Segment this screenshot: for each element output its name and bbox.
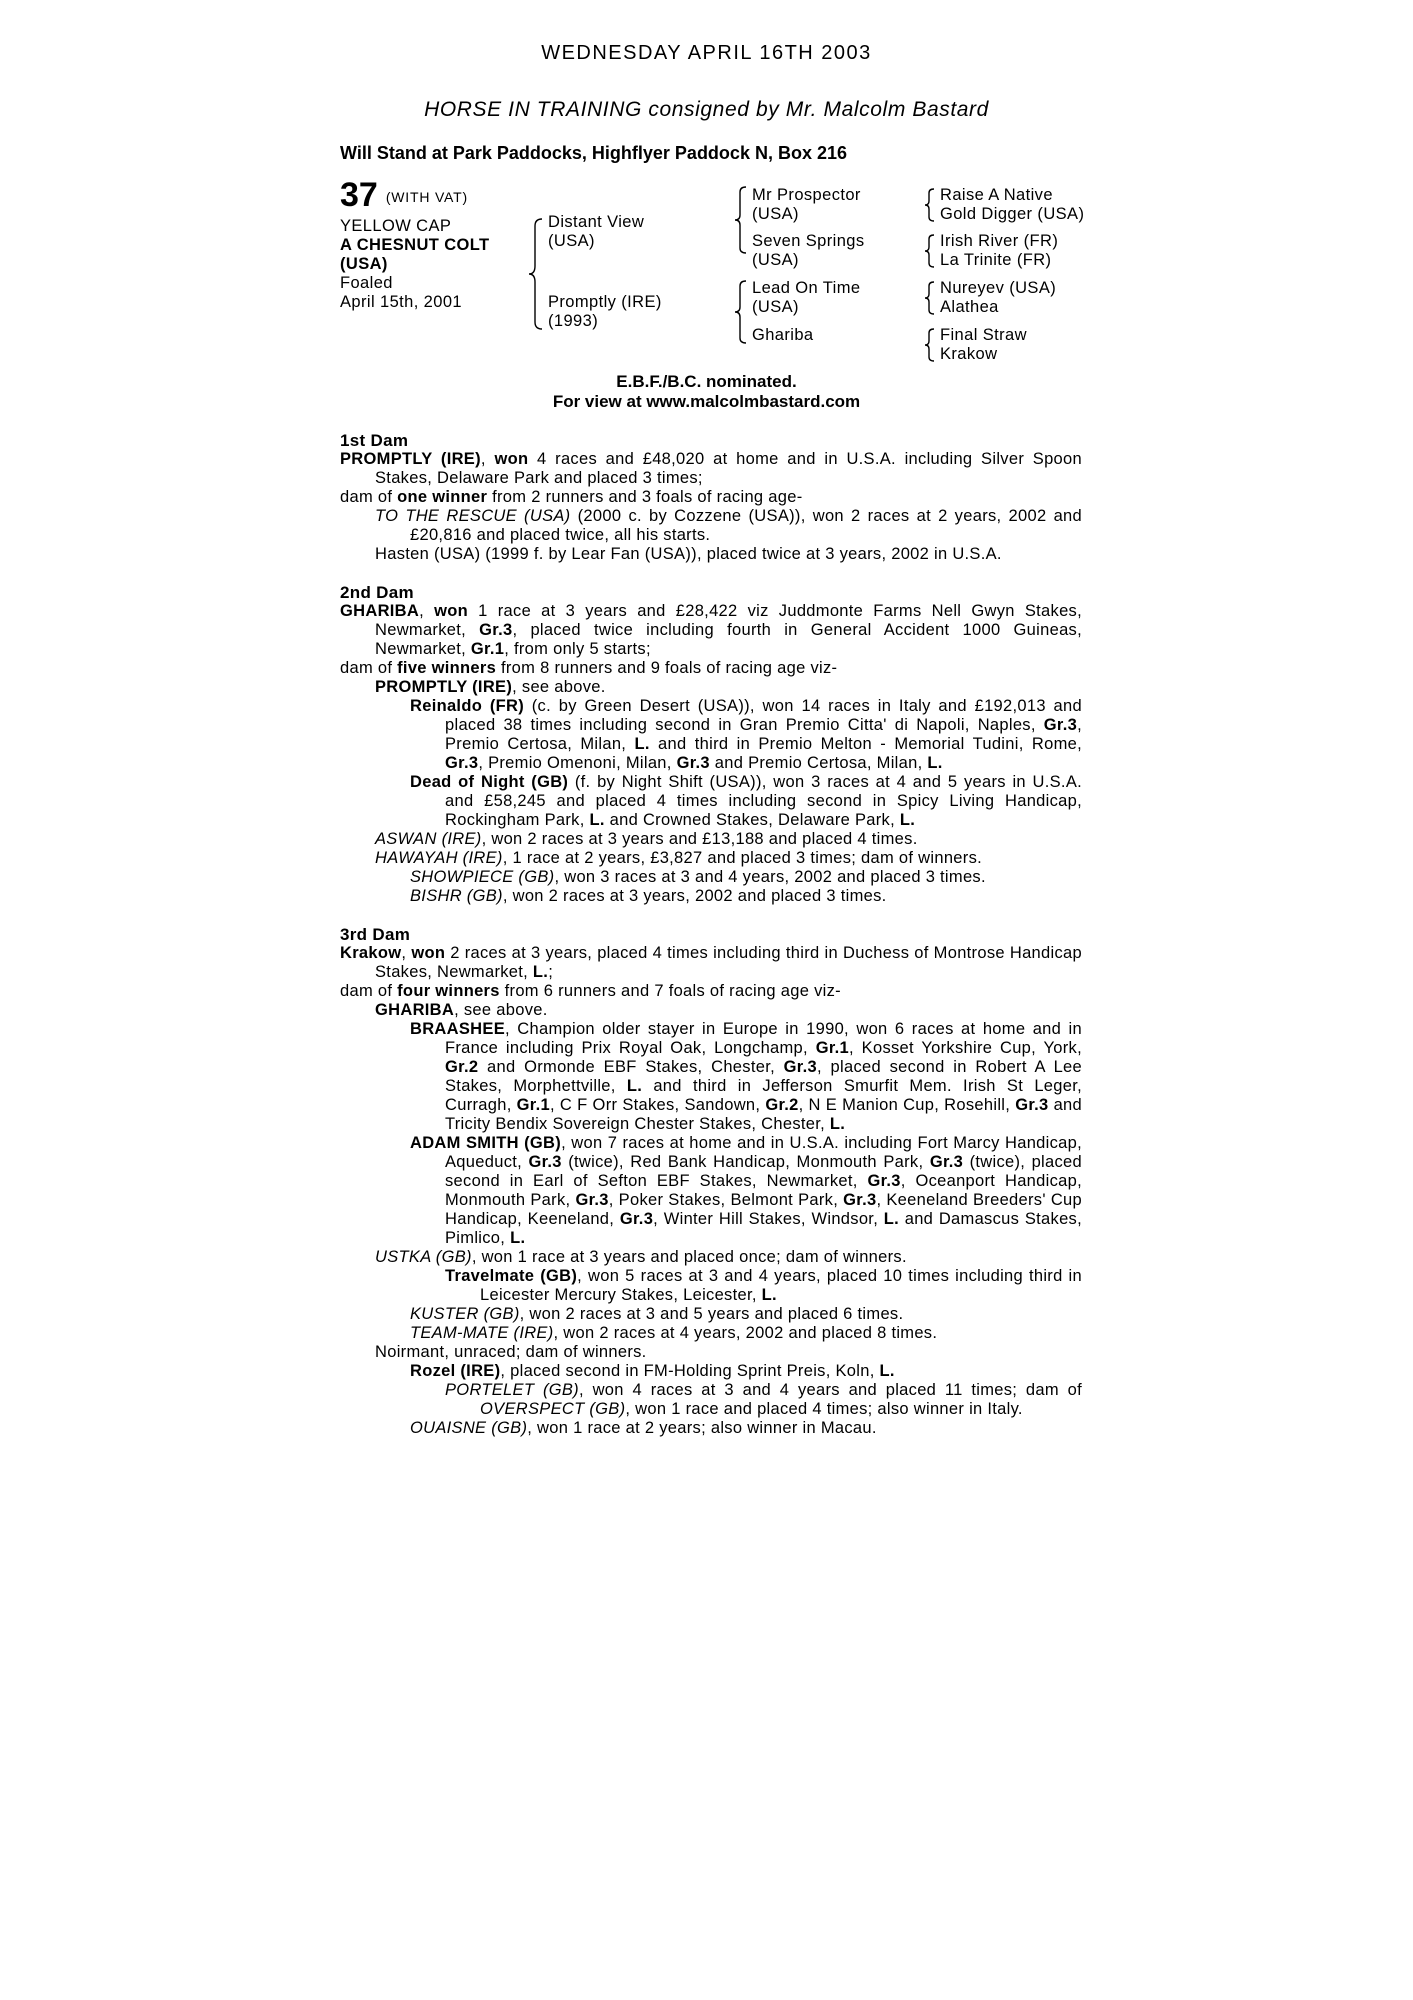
sire-sire: Mr Prospector (USA)	[752, 186, 861, 223]
lot-cap: YELLOW CAP	[340, 217, 452, 235]
lot-description: A CHESNUT COLT	[340, 236, 490, 254]
list-item: ASWAN (IRE), won 2 races at 3 years and £13,188 and placed 4 times.	[375, 830, 918, 848]
lot-details	[340, 176, 520, 312]
list-item: PROMPTLY (IRE), see above.	[375, 678, 606, 696]
list-item: PORTELET (GB), won 4 races at 3 and 4 years and placed 11 times; dam of OVERSPECT (GB), won 1 race and placed 4 times; also winner in Italy.	[445, 1381, 1082, 1418]
foaled-date: April 15th, 2001	[340, 293, 462, 311]
second-dam-heading: 2nd Dam	[340, 583, 414, 602]
brace-icon	[528, 218, 544, 330]
list-item: SHOWPIECE (GB), won 3 races at 3 and 4 years, 2002 and placed 3 times.	[410, 868, 986, 886]
pedigree-table	[340, 176, 1100, 376]
second-dam-record: GHARIBA, won 1 race at 3 years and £28,422 viz Juddmonte Farms Nell Gwyn Stakes, Newmarket, Gr.3, placed twice including fourth in General Accident 1000 Guineas, Newmarket, Gr.1, from only 5 starts;	[340, 602, 1082, 658]
list-item: HAWAYAH (IRE), 1 race at 2 years, £3,827 and placed 3 times; dam of winners.	[375, 849, 983, 867]
dam-records	[340, 431, 1082, 1438]
brace-icon	[734, 280, 748, 344]
lot-country: (USA)	[340, 255, 388, 273]
grandsire-line-2: Irish River (FR) La Trinite (FR)	[940, 232, 1059, 269]
sale-date: WEDNESDAY APRIL 16TH 2003	[541, 42, 872, 64]
lot-vat: (WITH VAT)	[385, 189, 468, 205]
list-item: Rozel (IRE), placed second in FM-Holding Sprint Preis, Koln, L.	[410, 1362, 895, 1380]
grandsire-line-4: Final Straw Krakow	[940, 326, 1027, 363]
list-item: Travelmate (GB), won 5 races at 3 and 4 years, placed 10 times including third in Leicester Mercury Stakes, Leicester, L.	[445, 1267, 1082, 1304]
lot-number: 37	[340, 176, 378, 214]
list-item: TEAM-MATE (IRE), won 2 races at 4 years, 2002 and placed 8 times.	[410, 1324, 938, 1342]
list-item: USTKA (GB), won 1 race at 3 years and placed once; dam of winners.	[375, 1248, 907, 1266]
brace-icon	[734, 186, 748, 254]
brace-icon	[924, 234, 936, 268]
list-item: ADAM SMITH (GB), won 7 races at home and in U.S.A. including Fort Marcy Handicap, Aqueduct, Gr.3 (twice), Red Bank Handicap, Monmouth Park, Gr.3 (twice), placed second in Earl of Sefton EBF Stakes, Newmarket, Gr.3, Oceanport Handicap, Monmouth Park, Gr.3, Poker Stakes, Belmont Park, Gr.3, Keeneland Breeders' Cup Handicap, Keeneland, Gr.3, Winter Hill Stakes, Windsor, L. and Damascus Stakes, Pimlico, L.	[410, 1134, 1083, 1247]
first-dam-record: PROMPTLY (IRE), won 4 races and £48,020 at home and in U.S.A. including Silver Spoon Stakes, Delaware Park and placed 3 times;	[340, 450, 1082, 487]
third-dam-record: Krakow, won 2 races at 3 years, placed 4 times including third in Duchess of Montrose Handicap Stakes, Newmarket, L.;	[340, 944, 1082, 981]
consignment-line: HORSE IN TRAINING consigned by Mr. Malcolm Bastard	[424, 98, 989, 121]
grandsire-line-3: Nureyev (USA) Alathea	[940, 279, 1057, 316]
sire-dam: Seven Springs (USA)	[752, 232, 865, 269]
list-item: OUAISNE (GB), won 1 race at 2 years; also winner in Macau.	[410, 1419, 877, 1437]
list-item: Dead of Night (GB) (f. by Night Shift (USA)), won 3 races at 4 and 5 years in U.S.A. and £58,245 and placed 4 times including second in Spicy Living Handicap, Rockingham Park, L. and Crowned Stakes, Delaware Park, L.	[410, 773, 1083, 829]
brace-icon	[924, 188, 936, 222]
list-item: Noirmant, unraced; dam of winners.	[375, 1343, 647, 1361]
stand-location: Will Stand at Park Paddocks, Highflyer Paddock N, Box 216	[340, 143, 847, 163]
dam-sire: Lead On Time (USA)	[752, 279, 861, 316]
grandsire-line-1: Raise A Native Gold Digger (USA)	[940, 186, 1085, 223]
list-item: Reinaldo (FR) (c. by Green Desert (USA)), won 14 races in Italy and £192,013 and placed 38 times including second in Gran Premio Citta' di Napoli, Naples, Gr.3, Premio Certosa, Milan, L. and third in Premio Melton - Memorial Tudini, Rome, Gr.3, Premio Omenoni, Milan, Gr.3 and Premio Certosa, Milan, L.	[410, 697, 1082, 772]
list-item: TO THE RESCUE (USA) (2000 c. by Cozzene (USA)), won 2 races at 2 years, 2002 and £20,816 and placed twice, all his starts.	[375, 507, 1083, 544]
list-item: BRAASHEE, Champion older stayer in Europe in 1990, won 6 races at home and in France including Prix Royal Oak, Longchamp, Gr.1, Kosset Yorkshire Cup, York, Gr.2 and Ormonde EBF Stakes, Chester, Gr.3, placed second in Robert A Lee Stakes, Morphettville, L. and third in Jefferson Smurfit Mem. Irish St Leger, Curragh, Gr.1, C F Orr Stakes, Sandown, Gr.2, N E Manion Cup, Rosehill, Gr.3 and Tricity Bendix Sovereign Chester Stakes, Chester, L.	[410, 1020, 1083, 1133]
second-dam-produce-summary: dam of five winners from 8 runners and 9 foals of racing age viz-	[340, 659, 838, 677]
dam-dam: Ghariba	[752, 326, 814, 344]
brace-icon	[924, 281, 936, 315]
first-dam-produce-summary: dam of one winner from 2 runners and 3 foals of racing age-	[340, 488, 803, 506]
first-dam-heading: 1st Dam	[340, 431, 409, 450]
nomination-notice: E.B.F./B.C. nominated. For view at www.malcolmbastard.com	[552, 372, 861, 411]
brace-icon	[924, 328, 936, 362]
list-item: BISHR (GB), won 2 races at 3 years, 2002 and placed 3 times.	[410, 887, 887, 905]
third-dam-heading: 3rd Dam	[340, 925, 411, 944]
third-dam-produce-summary: dam of four winners from 6 runners and 7 foals of racing age viz-	[340, 982, 841, 1000]
foaled-label: Foaled	[340, 274, 393, 292]
sire: Distant View (USA)	[548, 213, 645, 250]
list-item: GHARIBA, see above.	[375, 1001, 548, 1019]
list-item: Hasten (USA) (1999 f. by Lear Fan (USA)), placed twice at 3 years, 2002 in U.S.A.	[375, 545, 1002, 563]
dam: Promptly (IRE) (1993)	[548, 293, 662, 330]
list-item: KUSTER (GB), won 2 races at 3 and 5 years and placed 6 times.	[410, 1305, 904, 1323]
